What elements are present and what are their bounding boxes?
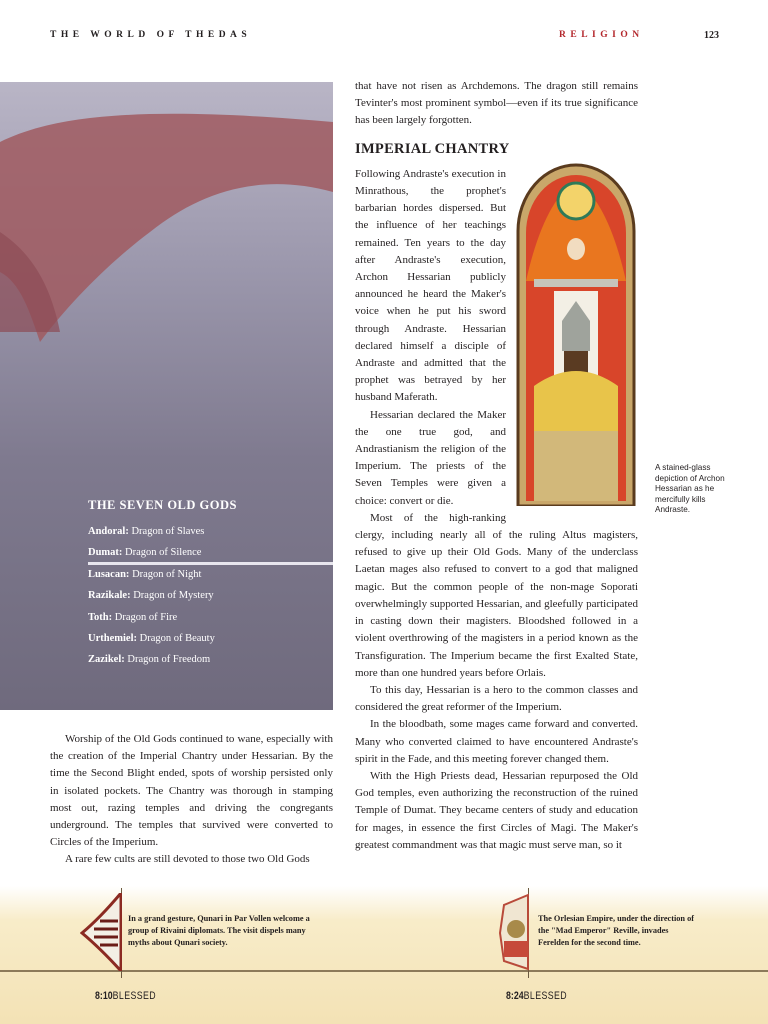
paragraph: With the High Priests dead, Hessarian repurposed the Old God temples, even authorizing the reconstruction of the ruined Temple of Dumat. They became centers of study and education for mages, in essence the first Circles of Magi. The Maker's greatest commandment was that magic must serve man, so it bbox=[355, 769, 638, 851]
timeline-date bbox=[95, 990, 156, 1002]
page-number: 123 bbox=[704, 30, 719, 41]
date-value: 8:10 bbox=[95, 990, 113, 1002]
running-header-section: RELIGION bbox=[559, 30, 644, 40]
image-caption: A stained-glass depiction of Archon Hessarian as he mercifully kills Andraste. bbox=[655, 463, 725, 514]
date-age: BLESSED bbox=[112, 990, 157, 1002]
god-name: Zazikel: bbox=[88, 654, 125, 666]
timeline-event-text: The Orlesian Empire, under the direction of the "Mad Emperor" Reville, invades Ferelden for the second time. bbox=[538, 914, 695, 947]
god-name: Toth: bbox=[88, 611, 113, 623]
section-heading: IMPERIAL CHANTRY bbox=[355, 140, 510, 157]
orlesian-emblem-icon bbox=[496, 893, 529, 971]
paragraph: A rare few cults are still devoted to those two Old Gods bbox=[65, 853, 310, 866]
paragraph: Following Andraste's execution in Minrathous, the prophet's barbarian hordes dispersed. But the influence of her teachings remained. Ten years to the day after Andraste's execution, Archon Hessarian publicly announced he heard the Maker's voice when he put his sword through Andraste. Hessarian declared himself a disciple of Andraste and admitted that the prophet was betrayed by her husband Maferath. bbox=[355, 167, 506, 404]
paragraph: Most of the high-ranking clergy, including nearly all of the ruling Altus magisters, refused to give up their Old Gods. Many of the underclass Laetan mages also refused to convert to a god that maligned magic. But the common people of the non-mage Soporati overwhelmingly supported Hessarian, and gleefully participated in casting down their magisters. Bloodshed followed in a violent overthrowing of the magisters in a period known as the Transfiguration. The Imperium became the first Exalted State, more than one hundred years before Orlais. bbox=[355, 511, 638, 679]
god-list-item bbox=[88, 628, 237, 649]
god-title: Dragon of Fire bbox=[114, 611, 178, 623]
running-header-title: THE WORLD OF THEDAS bbox=[50, 30, 252, 40]
timeline-event-text: In a grand gesture, Qunari in Par Vollen welcome a group of Rivaini diplomats. The visit dispels many myths about Qunari society. bbox=[128, 914, 310, 947]
right-column-text bbox=[355, 78, 638, 854]
god-list-item bbox=[88, 649, 237, 670]
god-name: Andoral: bbox=[88, 526, 129, 537]
date-value: 8:24 bbox=[506, 990, 524, 1002]
god-title: Dragon of Night bbox=[132, 568, 202, 580]
dragon-wing-image bbox=[0, 82, 333, 382]
god-list-item bbox=[88, 585, 237, 606]
god-list-item bbox=[88, 607, 237, 628]
god-title: Dragon of Freedom bbox=[127, 654, 211, 666]
god-name: Razikale: bbox=[88, 590, 131, 602]
god-name: Urthemiel: bbox=[88, 633, 137, 645]
paragraph: Worship of the Old Gods continued to wane, especially with the creation of the Imperial Chantry under Hessarian. By the time the Second Blight ended, spots of worship persisted only in isolated pockets. The Chantry was thorough in stamping most out, razing temples and driving the congregants underground. The temples that survived were converted to Circles of the Imperium. bbox=[50, 733, 333, 849]
paragraph: To this day, Hessarian is a hero to the common classes and considered the great reformer of the Imperium. bbox=[355, 683, 638, 714]
paragraph: In the bloodbath, some mages came forward and converted. Many who converted claimed to have encountered Andraste's spirit in the Fade, and this meeting forever changed them. bbox=[355, 718, 638, 765]
god-list-item bbox=[88, 542, 237, 563]
god-name: Lusacan: bbox=[88, 568, 130, 580]
stained-glass-window-image bbox=[514, 161, 638, 506]
god-title: Dragon of Beauty bbox=[139, 633, 215, 645]
god-title: Dragon of Silence bbox=[125, 547, 202, 559]
god-name: Dumat: bbox=[88, 547, 123, 559]
sidebar-title: THE SEVEN OLD GODS bbox=[88, 498, 237, 512]
god-list-item bbox=[88, 564, 237, 585]
old-gods-sidebar bbox=[88, 498, 237, 671]
paragraph: Hessarian declared the Maker the one true god, and Andrastianism the religion of the Imperium. The priests of the Seven Temples were given a choice: convert or die. bbox=[355, 408, 506, 507]
god-list-item bbox=[88, 521, 237, 542]
god-title: Dragon of Slaves bbox=[131, 526, 205, 537]
timeline-date bbox=[506, 990, 567, 1002]
qunari-emblem-icon bbox=[80, 893, 122, 971]
god-title: Dragon of Mystery bbox=[133, 590, 214, 602]
date-age: BLESSED bbox=[523, 990, 568, 1002]
left-column-text bbox=[50, 731, 333, 869]
paragraph: that have not risen as Archdemons. The dragon still remains Tevinter's most prominent symbol—even if its true significance has been largely forgotten. bbox=[355, 80, 638, 127]
